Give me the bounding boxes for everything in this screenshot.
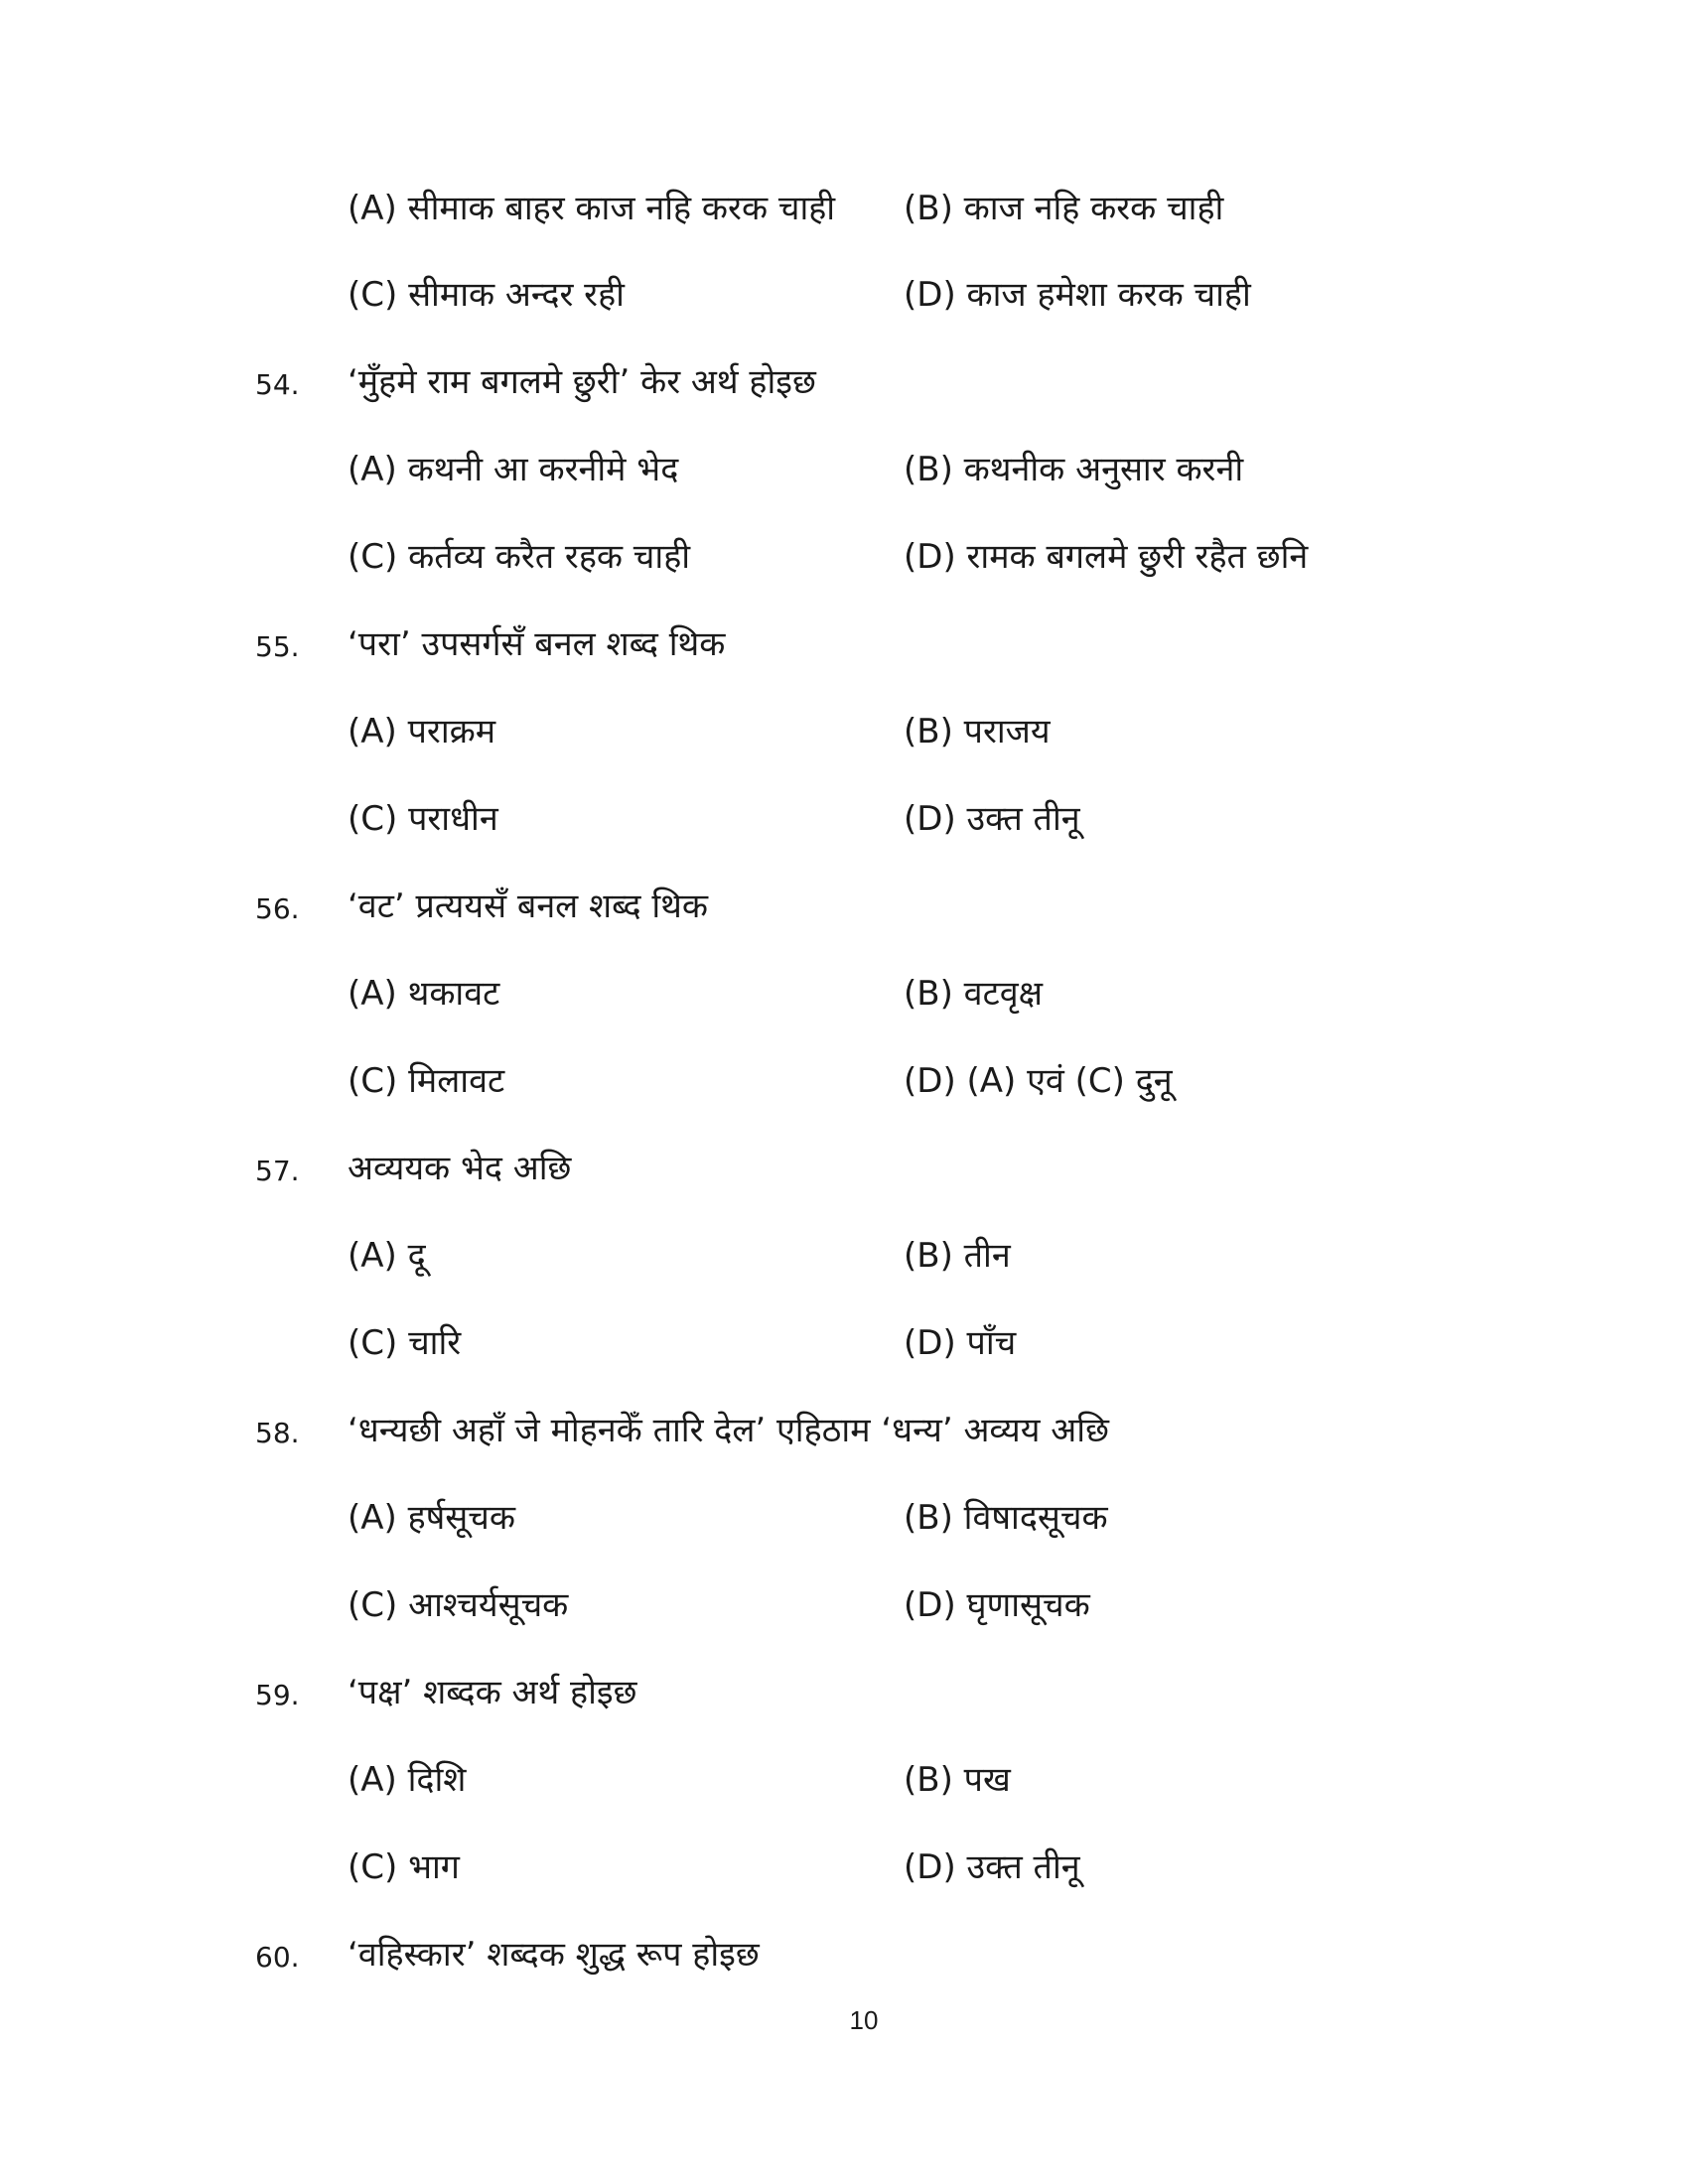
option-c: (C) आश्चर्यसूचक xyxy=(348,1585,569,1625)
question-number: 55. xyxy=(255,630,300,663)
option-c: (C) भाग xyxy=(348,1847,460,1887)
option-b: (B) पख xyxy=(904,1760,1011,1800)
question-number: 58. xyxy=(255,1417,300,1449)
option-a: (A) पराक्रम xyxy=(348,712,496,751)
question-text: ‘वहिस्कार’ शब्दक शुद्ध रूप होइछ xyxy=(348,1935,760,1975)
option-d: (D) रामक बगलमे छुरी रहैत छनि xyxy=(904,537,1309,577)
option-c: (C) चारि xyxy=(348,1323,462,1363)
option-a: (A) दिशि xyxy=(348,1760,467,1800)
options-row xyxy=(0,1838,1688,1897)
question-text: ‘पक्ष’ शब्दक अर्थ होइछ xyxy=(348,1673,637,1712)
question-text: ‘धन्यछी अहाँ जे मोहनकेँ तारि देल’ एहिठाम ‘धन्य’ अव्यय अछि xyxy=(348,1411,1109,1450)
question-text: ‘मुँहमे राम बगलमे छुरी’ केर अर्थ होइछ xyxy=(348,362,816,402)
option-c: (C) कर्तव्य करैत रहक चाही xyxy=(348,537,691,577)
option-b: (B) पराजय xyxy=(904,712,1051,751)
question-54 xyxy=(0,352,1688,412)
options-row xyxy=(0,1051,1688,1111)
option-b: (B) वटवृक्ष xyxy=(904,974,1043,1014)
question-number: 56. xyxy=(255,892,300,925)
question-number: 59. xyxy=(255,1679,300,1711)
options-row xyxy=(0,1313,1688,1373)
option-d: (D) पाँच xyxy=(904,1323,1017,1363)
question-number: 54. xyxy=(255,368,300,401)
options-row xyxy=(0,440,1688,499)
options-row xyxy=(0,1750,1688,1810)
option-d: (D) काज हमेशा करक चाही xyxy=(904,275,1251,315)
options-row xyxy=(0,527,1688,587)
question-56 xyxy=(0,877,1688,936)
options-row xyxy=(0,789,1688,849)
question-60 xyxy=(0,1925,1688,1984)
option-d: (D) उक्त तीनू xyxy=(904,799,1080,839)
option-c: (C) सीमाक अन्दर रही xyxy=(348,275,625,315)
question-58 xyxy=(0,1401,1688,1460)
options-row xyxy=(0,1488,1688,1548)
page-number: 10 xyxy=(849,2005,879,2035)
question-number: 60. xyxy=(255,1941,300,1974)
options-row xyxy=(0,179,1688,238)
option-b: (B) विषादसूचक xyxy=(904,1498,1108,1538)
question-55 xyxy=(0,614,1688,674)
options-row xyxy=(0,1226,1688,1286)
question-59 xyxy=(0,1663,1688,1722)
option-c: (C) मिलावट xyxy=(348,1061,505,1101)
option-a: (A) सीमाक बाहर काज नहि करक चाही xyxy=(348,189,836,228)
question-57 xyxy=(0,1139,1688,1198)
option-a: (A) हर्षसूचक xyxy=(348,1498,515,1538)
option-a: (A) कथनी आ करनीमे भेद xyxy=(348,450,679,489)
options-row xyxy=(0,265,1688,325)
option-d: (D) उक्त तीनू xyxy=(904,1847,1080,1887)
question-text: ‘परा’ उपसर्गसँ बनल शब्द थिक xyxy=(348,624,726,664)
options-row xyxy=(0,1575,1688,1635)
options-row xyxy=(0,964,1688,1024)
option-d: (D) घृणासूचक xyxy=(904,1585,1090,1625)
options-row xyxy=(0,702,1688,761)
option-b: (B) कथनीक अनुसार करनी xyxy=(904,450,1244,489)
question-text: ‘वट’ प्रत्ययसँ बनल शब्द थिक xyxy=(348,887,708,926)
option-c: (C) पराधीन xyxy=(348,799,498,839)
question-number: 57. xyxy=(255,1155,300,1187)
question-text: अव्ययक भेद अछि xyxy=(348,1149,572,1188)
option-b: (B) काज नहि करक चाही xyxy=(904,189,1224,228)
option-a: (A) थकावट xyxy=(348,974,500,1014)
option-d: (D) (A) एवं (C) दुनू xyxy=(904,1061,1173,1101)
option-a: (A) दू xyxy=(348,1236,426,1276)
option-b: (B) तीन xyxy=(904,1236,1011,1276)
